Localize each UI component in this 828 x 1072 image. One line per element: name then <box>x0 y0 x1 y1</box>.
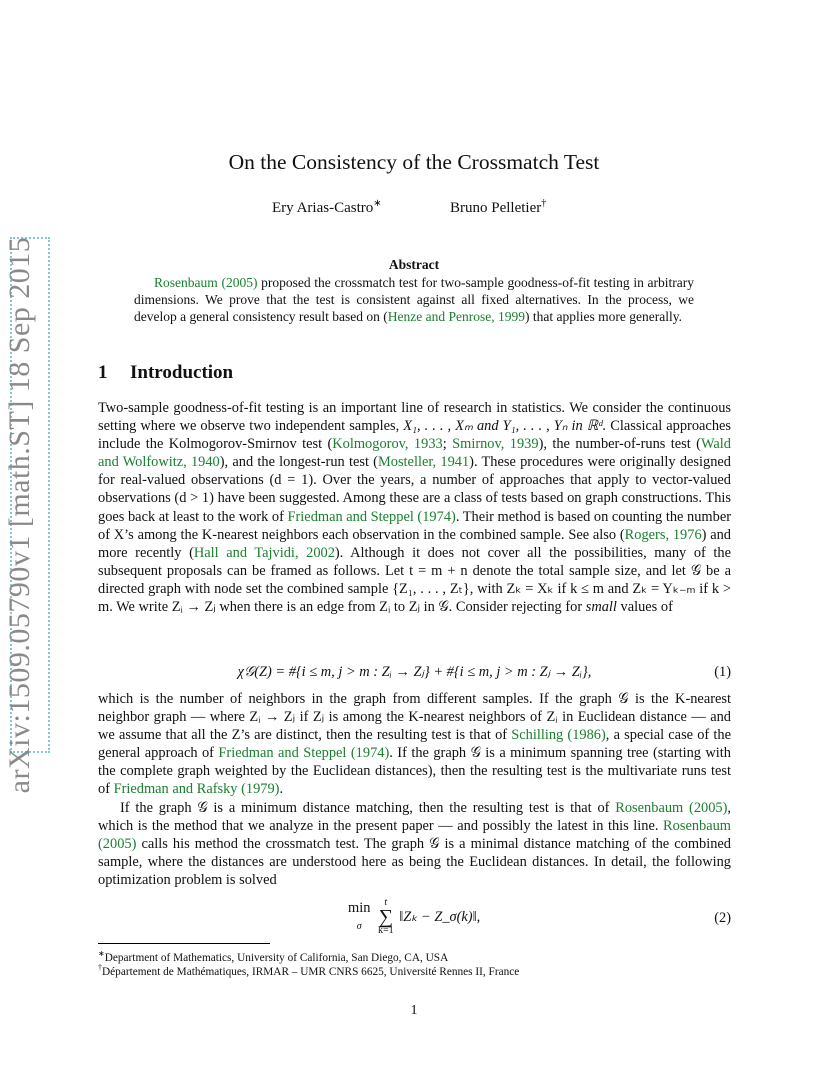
equation-1-body: χ𝒢(Z) = #{i ≤ m, j > m : Zᵢ → Zⱼ} + #{i ≤ m, j > m : Zⱼ → Zᵢ}, <box>237 664 592 680</box>
citation-link[interactable]: Rosenbaum (2005) <box>154 275 258 290</box>
footnote-mark-2[interactable]: † <box>541 198 547 209</box>
citation-link[interactable]: Henze and Penrose, 1999 <box>387 309 526 324</box>
equation-2-number: (2) <box>714 910 731 926</box>
paper-title: On the Consistency of the Crossmatch Test <box>228 150 600 174</box>
citation-link[interactable]: Hall and Tajvidi, 2002 <box>193 544 335 561</box>
paragraph-1: Two-sample goodness-of-fit testing is an important line of research in statistics. We consider the continuous setting where we observe two independent samples, X₁, . . . , Xₘ and Y₁, . . . , Yₙ in ℝᵈ. Classical approaches include the Kolmogorov-Smirnov test (Kolmogorov, 1933; Smirnov, 1939), the number-of-runs test (Wald and Wolfowitz, 1940), and the longest-run test (Mosteller, 1941). These procedures were originally designed for real-valued observations (d = 1). Over the years, a number of approaches that apply to vector-valued observations (d > 1) have been suggested. Among these are a class of tests based on graph constructions. This goes back at least to the work of Friedman and Steppel (1974). Their method is based on counting the number of X’s among the K-nearest neighbors each observation in the combined sample. See also (Rogers, 1976) and more recently (Hall and Tajvidi, 2002). Although it does not cover all the possibilities, many of the subsequent proposals can be framed as follows. Let t = m + n denote the total sample size, and let 𝒢 be a directed graph with node set the combined sample {Z₁, . . . , Zₜ}, with Zₖ = Xₖ if k ≤ m and Zₖ = Yₖ₋ₘ if k > m. We write Zᵢ → Zⱼ when there is an edge from Zᵢ to Zⱼ in 𝒢. Consider rejecting for small values of <box>98 400 732 616</box>
abstract-text: Rosenbaum (2005) proposed the crossmatch test for two-sample goodness-of-fit testing in arbitrary dimensions. We prove that the test is consistent against all fixed alternatives. In the process, we develop a general consistency result based on (Henze and Penrose, 1999) that applies more generally. <box>134 275 694 324</box>
citation-link[interactable]: Mosteller, 1941 <box>377 454 470 471</box>
section-heading: 1 Introduction <box>98 362 234 383</box>
citation-link[interactable]: Friedman and Steppel (1974) <box>218 745 390 762</box>
summation-operator: t ∑ k=1 <box>378 897 394 936</box>
min-operator: min σ <box>348 900 371 932</box>
citation-link[interactable]: Friedman and Rafsky (1979) <box>113 781 280 798</box>
citation-link[interactable]: Friedman and Steppel (1974) <box>287 508 456 525</box>
footnote-mark-1[interactable]: ∗ <box>373 198 382 209</box>
footnote-1: ∗Department of Mathematics, University of California, San Diego, CA, USA <box>98 949 449 964</box>
citation-link[interactable]: Wald and Wolfowitz, 1940 <box>98 436 731 471</box>
abstract-heading: Abstract <box>388 257 440 272</box>
paragraph-3: If the graph 𝒢 is a minimum distance matching, then the resulting test is that of Rosenbaum (2005), which is the method that we analyze in the present paper — and possibly the latest in this line. Rosenbaum (2005) calls his method the crossmatch test. The graph 𝒢 is a minimal distance matching of the combined sample, where the distances are understood here as being the Euclidean distances. In detail, the following optimization problem is solved <box>98 800 732 889</box>
citation-link[interactable]: Smirnov, 1939 <box>452 436 539 453</box>
citation-link[interactable]: Rosenbaum (2005) <box>615 800 728 816</box>
citation-link[interactable]: Schilling (1986) <box>511 727 606 744</box>
citation-link[interactable]: Rosenbaum (2005) <box>98 818 731 853</box>
paragraph-2: which is the number of neighbors in the graph from different samples. If the graph 𝒢 is the K-nearest neighbor graph — where Zᵢ → Zⱼ if Zⱼ is among the K-nearest neighbors of Zᵢ in Euclidean distance — and we assume that all the Z’s are distinct, then the resulting test is that of Schilling (1986), a special case of the general approach of Friedman and Steppel (1974). If the graph 𝒢 is a minimum spanning tree (starting with the complete graph weighted by the Euclidean distances), then the resulting test is the multivariate runs test of Friedman and Rafsky (1979). <box>98 691 732 798</box>
arxiv-identifier[interactable]: arXiv:1509.05790v1 [math.ST] 18 Sep 2015 <box>3 236 36 794</box>
equation-2-body: min σ t ∑ k=1 ‖Zₖ − Z_σ(k)‖, <box>348 897 481 936</box>
author-1: Ery Arias-Castro∗ <box>272 198 382 216</box>
citation-link[interactable]: Kolmogorov, 1933 <box>332 436 443 453</box>
author-2: Bruno Pelletier† <box>450 198 547 216</box>
equation-1-number: (1) <box>714 664 731 680</box>
page-number: 1 <box>410 1003 418 1018</box>
citation-link[interactable]: Rogers, 1976 <box>624 526 702 543</box>
footnote-2: †Département de Mathématiques, IRMAR – UMR CNRS 6625, Université Rennes II, France <box>98 963 520 978</box>
footnote-divider <box>98 943 270 944</box>
